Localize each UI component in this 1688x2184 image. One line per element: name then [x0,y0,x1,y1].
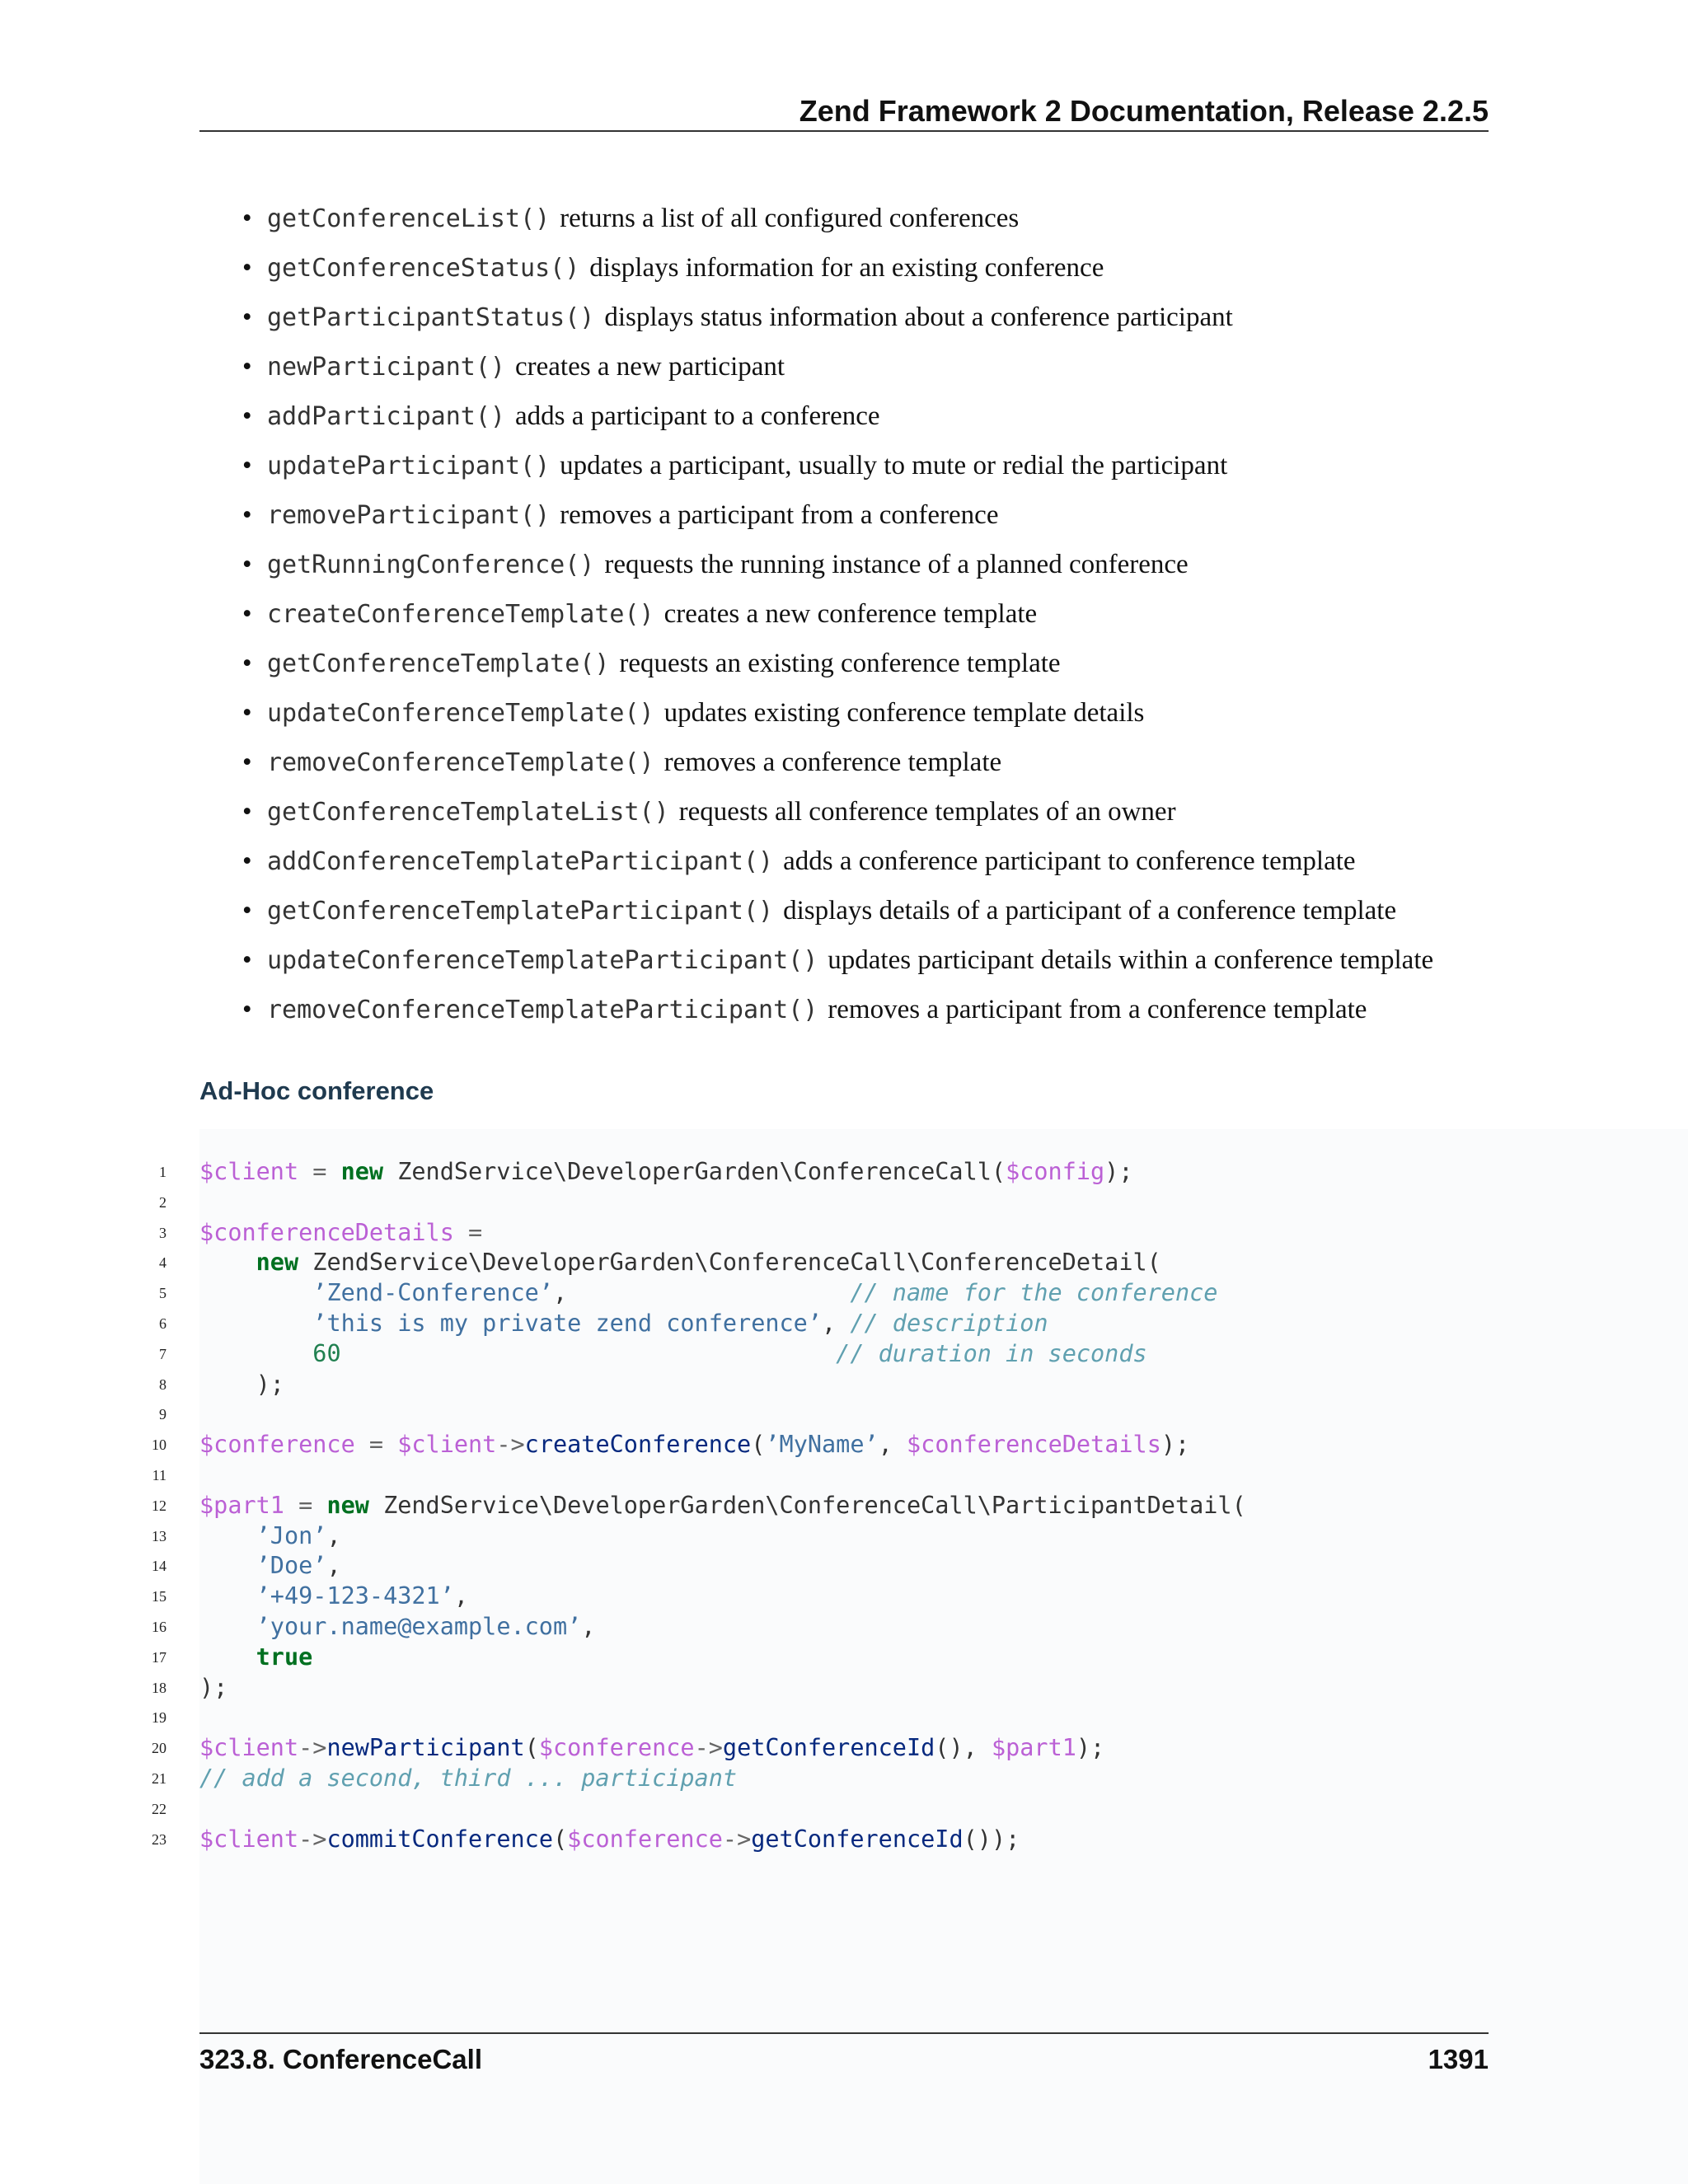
code-token: , [326,1552,341,1580]
code-line [148,1673,1681,1704]
code-token: -> [722,1825,752,1853]
code-line [148,1582,1681,1612]
code-token: $client [199,1734,299,1762]
method-parens: () [624,600,654,629]
code-line [148,1278,1681,1309]
code-token: ZendService\DeveloperGarden\ConferenceCall( [383,1158,1006,1185]
line-number: 19 [152,1709,166,1727]
code-token: -> [694,1734,723,1762]
bullet-icon: • [242,846,252,876]
line-number: 6 [159,1315,166,1332]
code-line [148,1794,1681,1825]
code-token: $config [1006,1158,1105,1185]
code-token: = [298,1158,341,1185]
code-token: getConferenceId [751,1825,964,1853]
code-line [148,1339,1681,1370]
method-list-item [239,790,1541,839]
method-name: getRunningConference [267,551,565,579]
line-number: 2 [159,1193,166,1211]
method-parens: () [475,353,505,382]
method-description: requests the running instance of a planned conference [604,550,1189,579]
code-line [148,1733,1681,1764]
method-parens: () [565,551,595,579]
code-line [148,1248,1681,1278]
code-token: $client [199,1158,299,1185]
code-token: , [822,1309,851,1337]
method-description: displays details of a participant of a conference template [783,896,1397,926]
bullet-icon: • [242,599,252,629]
code-text [199,1309,1048,1339]
method-name: updateConferenceTemplate [267,699,625,728]
bullet-icon: • [242,896,252,926]
code-token: $conferenceDetails [199,1218,454,1246]
line-number: 3 [159,1224,166,1241]
page-number: 1391 [1428,2044,1489,2074]
code-token: commitConference [326,1825,553,1853]
method-parens: () [624,699,654,728]
bullet-icon: • [242,945,252,975]
code-token: ( [552,1825,568,1853]
method-list-item [239,493,1541,542]
code-token: new [256,1249,299,1277]
method-parens: () [788,996,818,1024]
method-description: removes a conference template [663,748,1002,777]
line-number: 14 [152,1558,166,1575]
code-token: ’this is my private zend conference’ [312,1309,822,1337]
method-name: getConferenceTemplateList [267,798,640,827]
method-parens: () [520,204,551,233]
code-text [199,1248,1161,1278]
section-heading: Ad-Hoc conference [199,1076,434,1105]
line-number: 8 [159,1376,166,1393]
code-token: // description [850,1309,1048,1337]
code-line [148,1460,1681,1491]
method-description: displays information for an existing conference [589,253,1104,283]
method-parens: () [639,798,669,827]
code-token [199,1279,312,1306]
document-title: Zend Framework 2 Documentation, Release 2.2.5 [799,94,1489,128]
code-token: ); [1104,1158,1133,1185]
method-list-item [239,542,1541,592]
method-description: creates a new conference template [663,599,1038,629]
code-token: (), [935,1734,992,1762]
code-text [199,1612,595,1643]
code-line [148,1825,1681,1855]
code-token: ); [1076,1734,1105,1762]
code-text [199,1157,1133,1188]
code-token: ); [1160,1431,1190,1459]
method-list-item [239,888,1541,938]
code-token: ); [199,1370,284,1398]
method-name: removeParticipant [267,501,521,530]
code-text [199,1733,1104,1764]
code-token: -> [298,1825,327,1853]
method-description: returns a list of all configured conferences [560,204,1020,233]
method-description: creates a new participant [515,352,785,382]
line-number: 13 [152,1527,166,1544]
bullet-icon: • [242,253,252,283]
code-text [199,1521,341,1552]
method-list-item [239,641,1541,691]
bullet-icon: • [242,401,252,431]
code-token: newParticipant [326,1734,525,1762]
method-name: updateConferenceTemplateParticipant [267,946,789,975]
method-name: getConferenceTemplateParticipant [267,897,743,926]
method-list-item [239,295,1541,344]
method-description: requests an existing conference template [619,649,1061,678]
method-name: addConferenceTemplateParticipant [267,847,743,876]
code-token: // name for the conference [850,1279,1218,1307]
code-line [148,1188,1681,1218]
code-text [199,1582,468,1612]
code-token: $conference [199,1431,355,1459]
method-name: getConferenceList [267,204,521,233]
line-number: 18 [152,1679,166,1696]
code-token: , [581,1612,596,1640]
code-token [199,1552,256,1579]
code-line [148,1430,1681,1460]
code-line [148,1309,1681,1339]
code-token: 60 [312,1339,341,1367]
method-list-item [239,394,1541,443]
code-token: $part1 [199,1491,284,1519]
code-token: , [453,1582,469,1610]
page-header [199,89,1489,132]
code-token: ’Zend-Conference’ [312,1279,553,1307]
code-text [199,1825,1020,1855]
method-list-item [239,938,1541,987]
code-token: new [340,1158,384,1185]
line-number: 16 [152,1618,166,1635]
method-description: updates existing conference template details [663,698,1145,728]
method-parens: () [565,303,595,332]
code-token: , [878,1431,907,1459]
code-line [148,1370,1681,1400]
method-list [239,196,1541,1037]
code-token: new [326,1491,369,1519]
code-token: = [354,1431,398,1459]
bullet-icon: • [242,748,252,777]
method-parens: () [520,452,551,480]
method-list-item [239,691,1541,740]
method-list-item [239,344,1541,394]
method-name: getConferenceStatus [267,254,551,283]
method-list-item [239,740,1541,790]
method-parens: () [550,254,580,283]
method-name: removeConferenceTemplateParticipant [267,996,789,1024]
method-list-item [239,839,1541,888]
bullet-icon: • [242,698,252,728]
code-token: // add a second, third ... participant [199,1764,738,1792]
code-token: createConference [524,1431,752,1459]
method-parens: () [475,402,505,431]
method-name: newParticipant [267,353,476,382]
code-token: $client [199,1825,299,1853]
code-token [199,1340,312,1367]
code-token: // duration in seconds [836,1339,1147,1367]
code-text [199,1551,341,1582]
code-line [148,1551,1681,1582]
code-token: ’Jon’ [256,1521,327,1549]
code-token: = [284,1491,327,1519]
line-number: 5 [159,1285,166,1302]
code-token [199,1582,256,1610]
code-line [148,1491,1681,1521]
line-number: 7 [159,1345,166,1362]
method-description: adds a conference participant to conference template [783,846,1356,876]
bullet-icon: • [242,302,252,332]
line-number: 4 [159,1254,166,1272]
code-line [148,1612,1681,1643]
line-number: 15 [152,1588,166,1605]
method-name: updateParticipant [267,452,521,480]
method-description: updates participant details within a conference template [828,945,1434,975]
line-number: 22 [152,1800,166,1817]
method-parens: () [579,649,610,678]
code-token: -> [496,1431,525,1459]
method-name: addParticipant [267,402,476,431]
code-line [148,1643,1681,1673]
code-text [199,1491,1246,1521]
code-block [148,1157,1681,1854]
bullet-icon: • [242,550,252,579]
bullet-icon: • [242,797,252,827]
method-description: removes a participant from a conference template [828,995,1367,1024]
line-number: 21 [152,1769,166,1787]
method-parens: () [743,847,774,876]
code-text [199,1673,227,1704]
method-description: removes a participant from a conference [560,500,999,530]
code-text [199,1430,1189,1460]
bullet-icon: • [242,352,252,382]
line-number: 9 [159,1406,166,1423]
code-token [199,1310,312,1337]
code-token: ()); [963,1825,1020,1853]
method-name: removeConferenceTemplate [267,748,625,777]
code-line [148,1218,1681,1249]
line-number: 17 [152,1648,166,1666]
code-token: = [453,1218,483,1246]
line-number: 20 [152,1740,166,1757]
code-token: $conference [567,1825,723,1853]
code-token: $part1 [991,1734,1076,1762]
line-number: 11 [152,1466,166,1483]
code-line [148,1764,1681,1794]
code-text [199,1643,312,1673]
method-description: displays status information about a conference participant [604,302,1233,332]
code-token: ’your.name@example.com’ [256,1612,582,1640]
method-list-item [239,196,1541,246]
method-description: adds a participant to a conference [515,401,880,431]
method-list-item [239,592,1541,641]
code-line [148,1157,1681,1188]
method-list-item [239,246,1541,295]
code-token: ( [751,1431,766,1459]
method-parens: () [788,946,818,975]
code-token: -> [298,1734,327,1762]
code-token: ); [199,1673,228,1701]
code-line [148,1399,1681,1430]
method-parens: () [520,501,551,530]
code-token: getConferenceId [722,1734,935,1762]
code-text [199,1218,482,1249]
code-token: $conference [538,1734,695,1762]
code-text [199,1764,737,1794]
method-name: getConferenceTemplate [267,649,580,678]
code-token: ZendService\DeveloperGarden\ConferenceCall\ConferenceDetail( [298,1249,1161,1277]
code-token: $conferenceDetails [907,1431,1161,1459]
code-token: ZendService\DeveloperGarden\ConferenceCall\ParticipantDetail( [368,1491,1246,1519]
method-description: updates a participant, usually to mute or redial the participant [560,451,1228,480]
bullet-icon: • [242,500,252,530]
code-line [148,1521,1681,1552]
code-line [148,1703,1681,1733]
method-description: requests all conference templates of an owner [678,797,1176,827]
code-token: ( [524,1734,539,1762]
method-parens: () [743,897,774,926]
code-token: , [552,1279,851,1307]
code-token: , [326,1521,341,1549]
bullet-icon: • [242,995,252,1024]
code-token: true [256,1643,313,1671]
line-number: 10 [152,1436,166,1454]
code-token: ’Doe’ [256,1552,327,1580]
code-token [199,1522,256,1549]
bullet-icon: • [242,451,252,480]
method-parens: () [624,748,654,777]
page-footer [199,2032,1489,2083]
code-token [199,1249,256,1276]
code-token [199,1643,256,1671]
code-token [199,1613,256,1640]
method-name: createConferenceTemplate [267,600,625,629]
code-token: ’MyName’ [765,1431,879,1459]
method-name: getParticipantStatus [267,303,565,332]
line-number: 12 [152,1497,166,1514]
bullet-icon: • [242,204,252,233]
bullet-icon: • [242,649,252,678]
code-token: $client [397,1431,497,1459]
line-number: 1 [159,1164,166,1180]
code-text [199,1370,284,1400]
method-list-item [239,443,1541,493]
code-token [341,1340,837,1367]
code-text [199,1278,1217,1309]
code-text [199,1339,1147,1370]
method-list-item [239,987,1541,1037]
code-token: ’+49-123-4321’ [256,1582,454,1610]
line-number: 23 [152,1830,166,1848]
footer-section-title: 323.8. ConferenceCall [199,2044,482,2074]
